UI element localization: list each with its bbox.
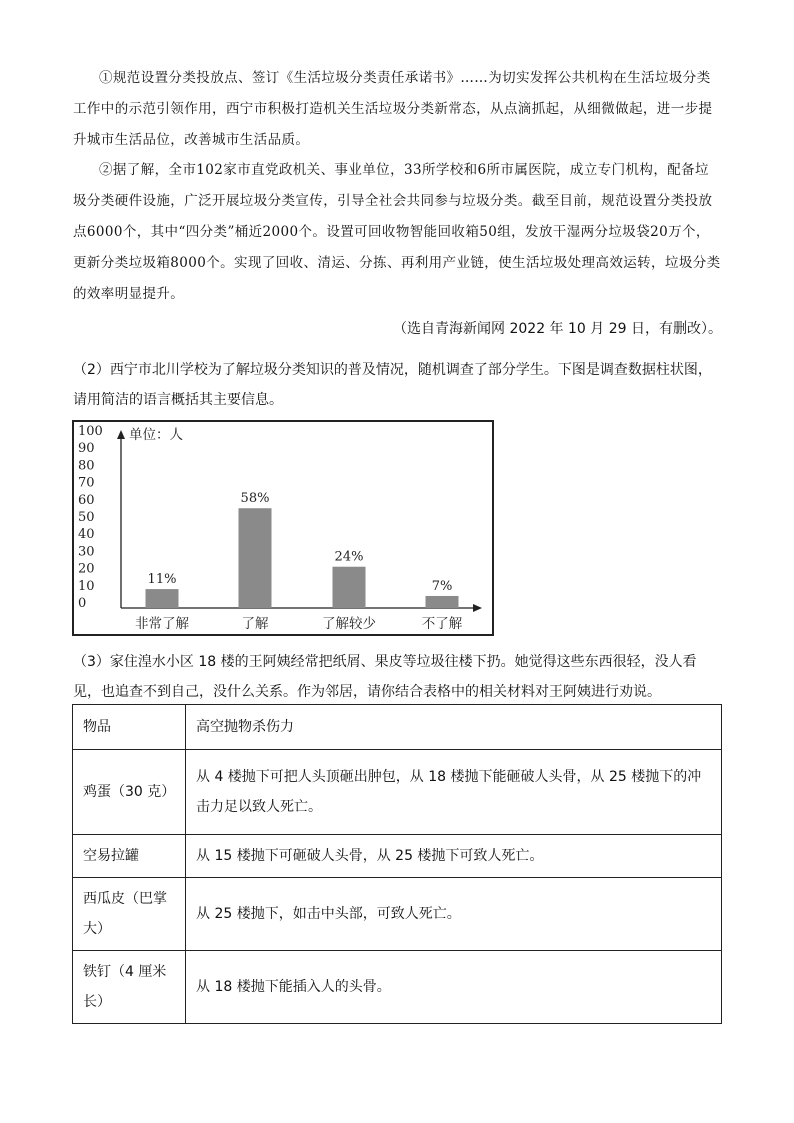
x-category-label: 了解 [241, 616, 269, 632]
table-cell-item: 铁钉（4 厘米长） [73, 951, 186, 1024]
y-tick-label: 100 [78, 424, 103, 439]
y-tick-label: 40 [78, 527, 95, 543]
table-cell-effect: 从 15 楼抛下可砸破人头骨，从 25 楼抛下可致人死亡。 [186, 835, 722, 878]
bar-data-label: 24% [334, 549, 364, 565]
bar [146, 589, 179, 608]
bar-data-label: 11% [147, 572, 177, 588]
x-category-label: 不了解 [421, 616, 463, 632]
table-row [73, 951, 722, 1024]
y-tick-label: 90 [78, 441, 95, 457]
unit-label: 单位：人 [129, 427, 183, 443]
question-3: （3）家住湟水小区 18 楼的王阿姨经常把纸屑、果皮等垃圾往楼下扔。她觉得这些东西很轻，没人看见，也追查不到自己，没什么关系。作为邻居，请你结合表格中的相关材料对王阿姨进行劝说。 [73, 654, 697, 700]
y-axis-arrow [117, 430, 125, 439]
y-tick-label: 0 [78, 596, 87, 611]
question-2: （2）西宁市北川学校为了解垃圾分类知识的普及情况，随机调查了部分学生。下图是调查数据柱状图，请用简洁的语言概括其主要信息。 [73, 362, 712, 408]
y-tick-label: 30 [78, 544, 95, 560]
bar [426, 596, 459, 608]
table-cell-item: 西瓜皮（巴掌大） [73, 878, 186, 951]
y-tick-label: 60 [78, 492, 95, 508]
bar-data-label: 58% [240, 491, 270, 507]
table-header-row [73, 705, 722, 750]
bar-data-label: 7% [431, 578, 453, 594]
y-tick-label: 10 [78, 578, 95, 594]
table-cell-item: 鸡蛋（30 克） [73, 750, 186, 835]
y-tick-label: 70 [78, 475, 95, 491]
article-paragraph-2: ②据了解，全市102家市直党政机关、事业单位，33所学校和6所市属医院，成立专门机构，配备垃圾分类硬件设施，广泛开展垃圾分类宣传，引导全社会共同参与垃圾分类。截至目前，规范设置分类投放点6000个，其中“四分类”桶近2000个。设置可回收物智能回收箱50组，发放干湿两分垃圾袋20万个，更新分类垃圾箱8000个。实现了回收、清运、分拣、再利用产业链，使生活垃圾处理高效运转，垃圾分类的效率明显提升。 [73, 162, 721, 302]
table-cell-effect: 从 4 楼抛下可把人头顶砸出肿包，从 18 楼抛下能砸破人头骨，从 25 楼抛下的冲击力足以致人死亡。 [186, 750, 722, 835]
bar-chart [72, 420, 494, 636]
table-header-effect: 高空抛物杀伤力 [186, 705, 722, 750]
y-tick-label: 80 [78, 458, 95, 474]
article-source: （选自青海新闻网 2022 年 10 月 29 日，有删改）。 [393, 321, 722, 337]
table-cell-item: 空易拉罐 [73, 835, 186, 878]
table-cell-effect: 从 25 楼抛下，如击中头部，可致人死亡。 [186, 878, 722, 951]
x-category-label: 非常了解 [135, 616, 189, 632]
table-row [73, 750, 722, 835]
bar-chart-svg [74, 422, 496, 638]
x-category-label: 了解较少 [322, 616, 376, 632]
table-row [73, 835, 722, 878]
bar [333, 567, 366, 608]
y-tick-label: 20 [78, 561, 95, 577]
bar [239, 508, 272, 608]
table-cell-effect: 从 18 楼抛下能插入人的头骨。 [186, 951, 722, 1024]
projectile-damage-table [72, 704, 722, 1024]
y-tick-label: 50 [78, 510, 95, 525]
table-row [73, 878, 722, 951]
x-axis-arrow [473, 604, 482, 612]
article-paragraph-1: ①规范设置分类投放点、签订《生活垃圾分类责任承诺书》……为切实发挥公共机构在生活垃圾分类工作中的示范引领作用，西宁市积极打造机关生活垃圾分类新常态，从点滴抓起，从细微做起，进一步提升城市生活品位，改善城市生活品质。 [73, 70, 713, 148]
table-header-item: 物品 [73, 705, 186, 750]
